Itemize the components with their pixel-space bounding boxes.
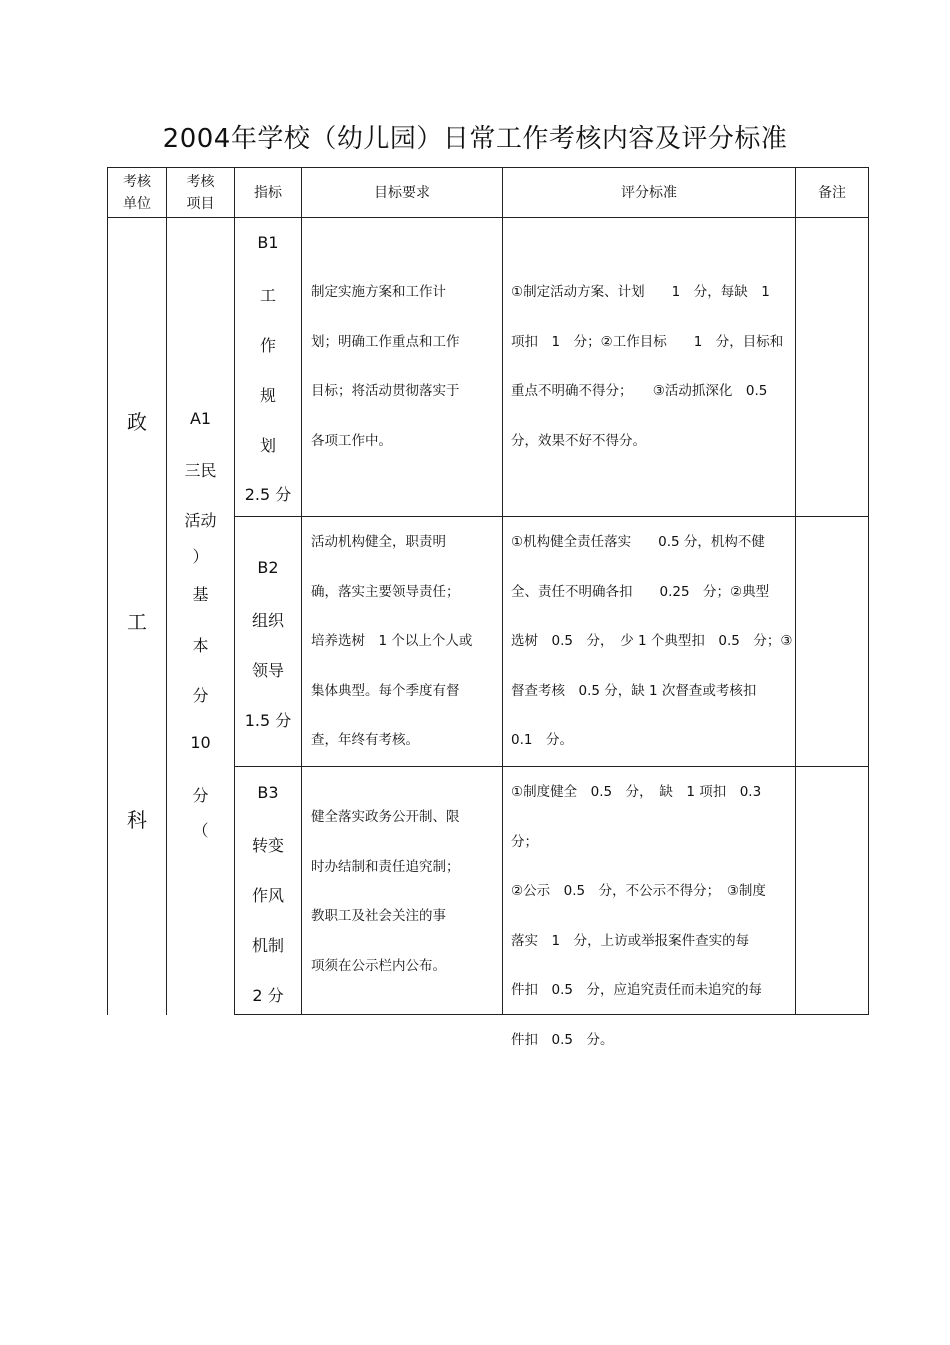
remark-b3 — [796, 767, 868, 1014]
indicator-b1-line: 2.5 分 — [244, 485, 292, 504]
indicator-b1-line: 工 — [259, 286, 276, 305]
indicator-b3-line: 转变 — [251, 836, 284, 855]
target-line: 活动机构健全，职责明 — [311, 534, 446, 550]
header-remark: 备注 — [818, 184, 846, 201]
indicator-b1-line: 作 — [259, 336, 276, 355]
row-divider-2 — [234, 766, 869, 767]
item-line: 分 — [192, 686, 209, 705]
item-line: 本 — [192, 636, 209, 655]
target-line: 教职工及社会关注的事 — [311, 908, 446, 924]
indicator-b3-line: B3 — [257, 783, 279, 802]
target-line: 健全落实政务公开制、限 — [311, 809, 460, 825]
indicator-b3-line: 机制 — [251, 936, 284, 955]
item-line: 分 — [192, 786, 209, 805]
scoring-line: 督查考核 0.5 分，缺 1 次督查或考核扣 — [511, 682, 757, 699]
header-item-line1: 考核 — [186, 173, 215, 190]
indicator-b1-line: 规 — [259, 386, 276, 405]
unit-char-3: 科 — [127, 808, 147, 832]
scoring-line: 全、责任不明确各扣 0.25 分；②典型 — [511, 583, 770, 600]
scoring-line: ①制定活动方案、计划 1 分，每缺 1 — [511, 284, 770, 300]
indicator-b2-line: B2 — [257, 558, 279, 577]
header-scoring: 评分标准 — [621, 184, 677, 201]
item-line: A1 — [189, 409, 212, 428]
unit-char-1: 政 — [127, 410, 147, 434]
scoring-line: 0.1 分。 — [511, 732, 573, 748]
scoring-line: ①机构健全责任落实 0.5 分，机构不健 — [511, 534, 765, 550]
scoring-line: 分，效果不好不得分。 — [511, 432, 646, 449]
header-indicator: 指标 — [254, 184, 282, 201]
header-unit-line2: 单位 — [123, 195, 151, 212]
header-target: 目标要求 — [374, 184, 430, 201]
scoring-line: 件扣 0.5 分，应追究责任而未追究的每 — [511, 982, 762, 998]
indicator-b2-line: 组织 — [251, 611, 284, 630]
scoring-line: 项扣 1 分；②工作目标 1 分，目标和 — [511, 333, 784, 350]
scoring-line: ②公示 0.5 分，不公示不得分； ③制度 — [511, 883, 766, 899]
indicator-b1-line: B1 — [257, 233, 279, 252]
unit-char-2: 工 — [127, 610, 147, 634]
target-line: 项须在公示栏内公布。 — [311, 957, 446, 974]
scoring-line: 落实 1 分，上访或举报案件查实的每 — [511, 932, 750, 949]
indicator-b2-line: 领导 — [251, 661, 284, 680]
indicator-b3-line: 作风 — [251, 886, 284, 905]
remark-b2 — [796, 517, 868, 766]
target-b1 — [311, 268, 501, 466]
header-unit — [108, 168, 166, 217]
item-line: 活动 — [184, 511, 217, 530]
item-line: 三民 — [184, 461, 217, 480]
target-line: 制定实施方案和工作计 — [311, 284, 446, 300]
target-line: 集体典型。每个季度有督 — [311, 682, 460, 699]
col-line-6 — [868, 167, 869, 1015]
scoring-line: 件扣 0.5 分。 — [511, 1031, 614, 1048]
target-line: 时办结制和责任追究制； — [311, 858, 460, 875]
target-line: 查，年终有考核。 — [311, 732, 419, 748]
target-b3 — [311, 793, 501, 991]
col-line-4 — [502, 167, 503, 1015]
scoring-line: 重点不明确不得分； ③活动抓深化 0.5 — [511, 383, 768, 399]
col-line-0 — [107, 167, 108, 1015]
scoring-b1 — [511, 268, 793, 466]
scoring-b2 — [511, 518, 793, 766]
target-line: 划；明确工作重点和工作 — [311, 333, 460, 350]
scoring-line: ①制度健全 0.5 分， 缺 1 项扣 0.3 分； — [511, 784, 775, 850]
scoring-b3 — [511, 768, 793, 1065]
indicator-b3-line: 2 分 — [252, 986, 284, 1005]
header-item-line2: 项目 — [186, 195, 215, 212]
target-line: 目标；将活动贯彻落实于 — [311, 383, 460, 399]
col-line-3 — [301, 167, 302, 1015]
target-line: 确，落实主要领导责任； — [311, 583, 460, 600]
remark-b1 — [796, 218, 868, 516]
target-line: 各项工作中。 — [311, 432, 392, 449]
target-b2 — [311, 518, 501, 766]
header-divider — [107, 217, 869, 218]
item-line: 10 — [190, 733, 211, 752]
item-line: 基 — [192, 585, 209, 604]
row-divider-1 — [234, 516, 869, 517]
indicator-b2-line: 1.5 分 — [244, 711, 292, 730]
page-title: 2004年学校（幼儿园）日常工作考核内容及评分标准 — [162, 124, 788, 154]
header-item — [167, 168, 234, 217]
header-unit-line1: 考核 — [123, 173, 151, 190]
target-line: 培养选树 1 个以上个人或 — [311, 633, 473, 649]
scoring-line: 选树 0.5 分， 少 1 个典型扣 0.5 分；③ — [511, 633, 793, 649]
indicator-b1-line: 划 — [259, 436, 276, 455]
item-line: （ — [192, 821, 209, 840]
item-line: ） — [192, 547, 209, 566]
